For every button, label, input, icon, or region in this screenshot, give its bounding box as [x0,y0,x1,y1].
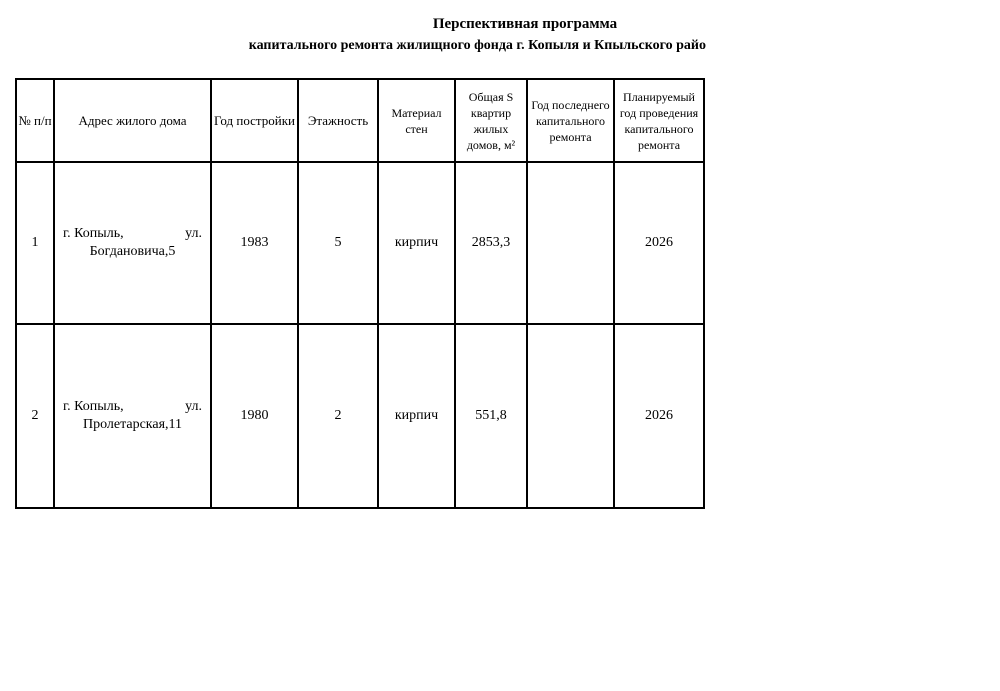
cell-material: кирпич [378,162,455,324]
header-total-area: Общая S квартир жилых домов, м² [455,79,527,162]
address-city: г. Копыль, [63,226,124,241]
table-row [16,324,704,508]
header-planned-year: Планируемый год проведения капитального ремонта [614,79,704,162]
cell-address [54,162,211,324]
header-floors: Этажность [298,79,378,162]
cell-area: 2853,3 [455,162,527,324]
cell-year-built: 1980 [211,324,298,508]
header-address: Адрес жилого дома [54,79,211,162]
address-street-type: ул. [185,399,202,414]
cell-planned-year: 2026 [614,324,704,508]
cell-floors: 2 [298,324,378,508]
cell-area: 551,8 [455,324,527,508]
address-city: г. Копыль, [63,399,124,414]
repair-program-table [15,78,705,509]
cell-num: 1 [16,162,54,324]
cell-planned-year: 2026 [614,162,704,324]
cell-last-repair [527,162,614,324]
header-num: № п/п [16,79,54,162]
document-title: Перспективная программа [432,16,618,32]
table-header-row [16,79,704,162]
cell-last-repair [527,324,614,508]
address-street: Богдановича,5 [89,244,176,259]
header-last-repair: Год последнего капитального ремонта [527,79,614,162]
header-year-built: Год постройки [211,79,298,162]
address-street: Пролетарская,11 [82,417,183,432]
cell-year-built: 1983 [211,162,298,324]
cell-floors: 5 [298,162,378,324]
header-wall-material: Материал стен [378,79,455,162]
cell-address [54,324,211,508]
address-street-type: ул. [185,226,202,241]
table-row [16,162,704,324]
cell-num: 2 [16,324,54,508]
cell-material: кирпич [378,324,455,508]
document-subtitle: капитального ремонта жилищного фонда г. Копыля и Кпыльского райо [248,38,706,53]
